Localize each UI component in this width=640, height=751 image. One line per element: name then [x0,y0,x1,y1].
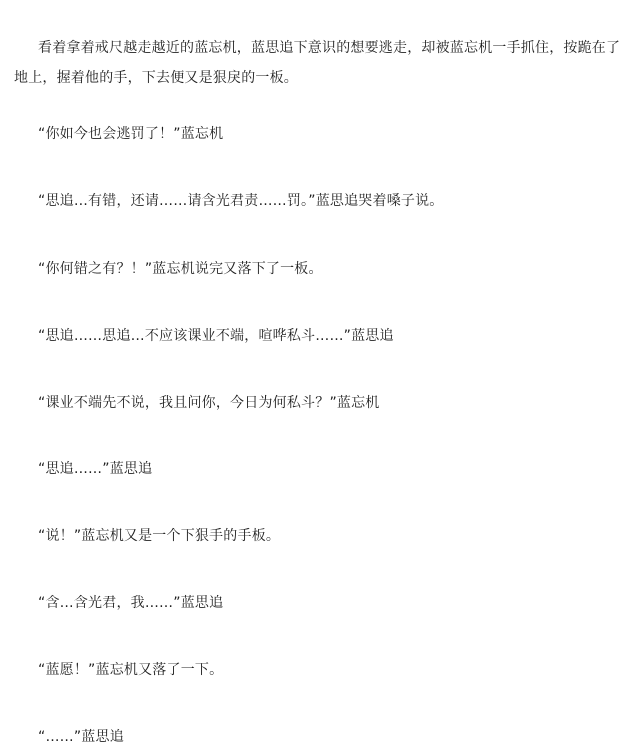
paragraph-3: “思追…有错，还请……请含光君责……罚。”蓝思追哭着嗓子说。 [38,193,444,209]
paragraph-2: “你如今也会逃罚了！”蓝忘机 [38,126,224,142]
paragraph-4: “你何错之有？！”蓝忘机说完又落下了一板。 [38,261,323,277]
paragraph-10: “蓝愿！”蓝忘机又落了一下。 [38,662,224,678]
paragraph-8: “说！”蓝忘机又是一个下狠手的手板。 [38,528,281,544]
paragraph-5: “思追……思追…不应该课业不端，喧哗私斗……”蓝思追 [38,328,394,344]
paragraph-1: 看着拿着戒尺越走越近的蓝忘机，蓝思追下意识的想要逃走，却被蓝忘机一手抓住，按跪在了地上，握着他的手，下去便又是狠戾的一板。 [14,40,621,86]
paragraph-7: “思追……”蓝思追 [38,461,153,477]
paragraph-11: “……”蓝思追 [38,729,124,745]
paragraph-6: “课业不端先不说，我且问你，今日为何私斗？”蓝忘机 [38,395,380,411]
paragraph-9: “含…含光君，我……”蓝思追 [38,595,224,611]
